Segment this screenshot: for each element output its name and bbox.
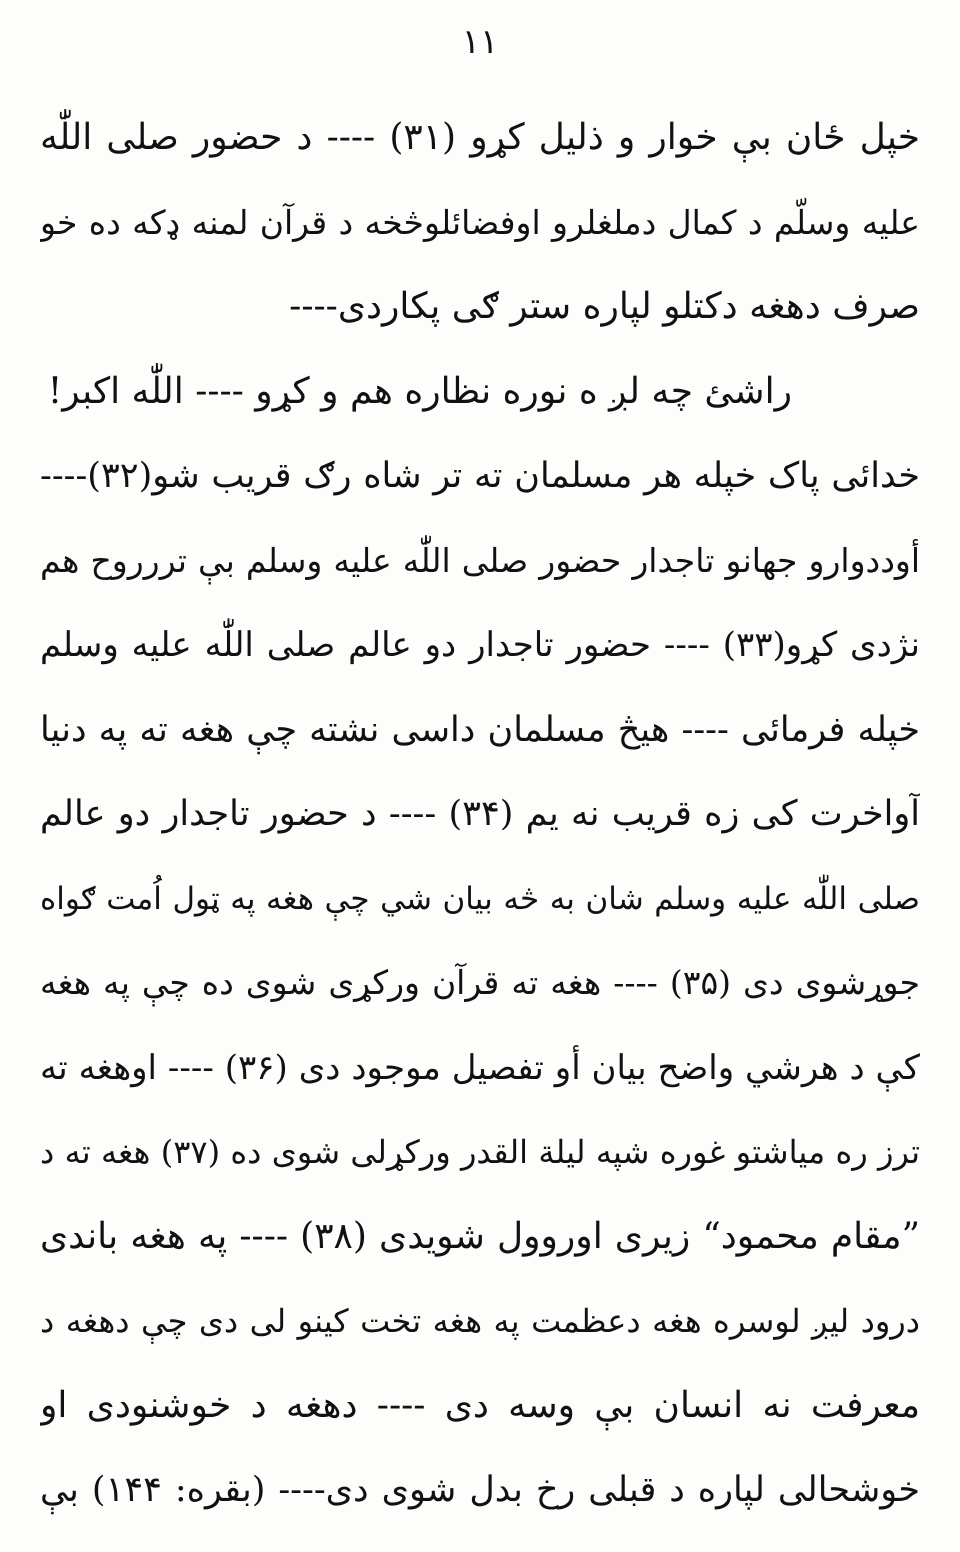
text-line: معرفت نه انسان بې وسه دی ---- دهغه د خوشنودی او [40, 1384, 920, 1426]
text-line: عليه وسلّم د کمال دملغلرو اوفضائلوڅخه د قرآن لمنه ډکه ده خو [40, 202, 920, 242]
text-line: کې د هرشي واضح بيان أو تفصيل موجود دی (۳۶) ---- اوهغه ته [40, 1047, 920, 1088]
text-line: آواخرت کی زه قريب نه يم (۳۴) ---- د حضور تاجدار دو عالم [40, 794, 920, 834]
text-line: خدائی پاک خپله هر مسلمان ته تر شاه رګ قريب شو(۳۲)---- [40, 456, 920, 496]
text-line: نژدی کړو(۳۳) ---- حضور تاجدار دو عالم صلی اللّٰه عليه وسلم [40, 625, 920, 665]
text-line: درود ليږ لوسره هغه دعظمت په هغه تخت کينو لی دی چې دهغه د [40, 1302, 920, 1340]
body-text [40, 96, 920, 1533]
page-number: ۱۱ [461, 22, 499, 62]
text-line: راشئ چه لږ ه نوره نظاره هم و کړو ---- اللّٰه اکبر! [47, 370, 792, 412]
text-line: ”مقام محمود“ زيری اوروول شويدی (۳۸) ---- په هغه باندی [40, 1215, 920, 1257]
text-line: صرف دهغه دکتلو لپاره ستر ګی پکاردی---- [289, 286, 920, 327]
text-line: جوړشوی دی (۳۵) ---- هغه ته قرآن ورکړی شوی ده چې په هغه [40, 963, 920, 1002]
text-line: خپله فرمائی ---- هيڅ مسلمان داسی نشته چې هغه ته په دنيا [40, 709, 920, 750]
text-line: أوددوارو جهانو تاجدار حضور صلی اللّٰه عليه وسلم بې تررروح هم [40, 540, 920, 580]
text-line: خوشحالی لپاره د قبلی رخ بدل شوی دی---- (بقره: ۱۴۴) بې [40, 1470, 920, 1510]
text-line: صلی اللّٰه عليه وسلم شان به څه بيان شي چې هغه په ټول اُمت ګواه [40, 880, 920, 917]
text-line: خپل ځان بې خوار و ذليل کړو (۳۱) ---- د حضور صلی اللّٰه [40, 117, 920, 158]
text-line: ترز ره مياشتو غوره شپه ليلة القدر ورکړلی شوی ده (۳۷) هغه ته د [40, 1133, 920, 1171]
